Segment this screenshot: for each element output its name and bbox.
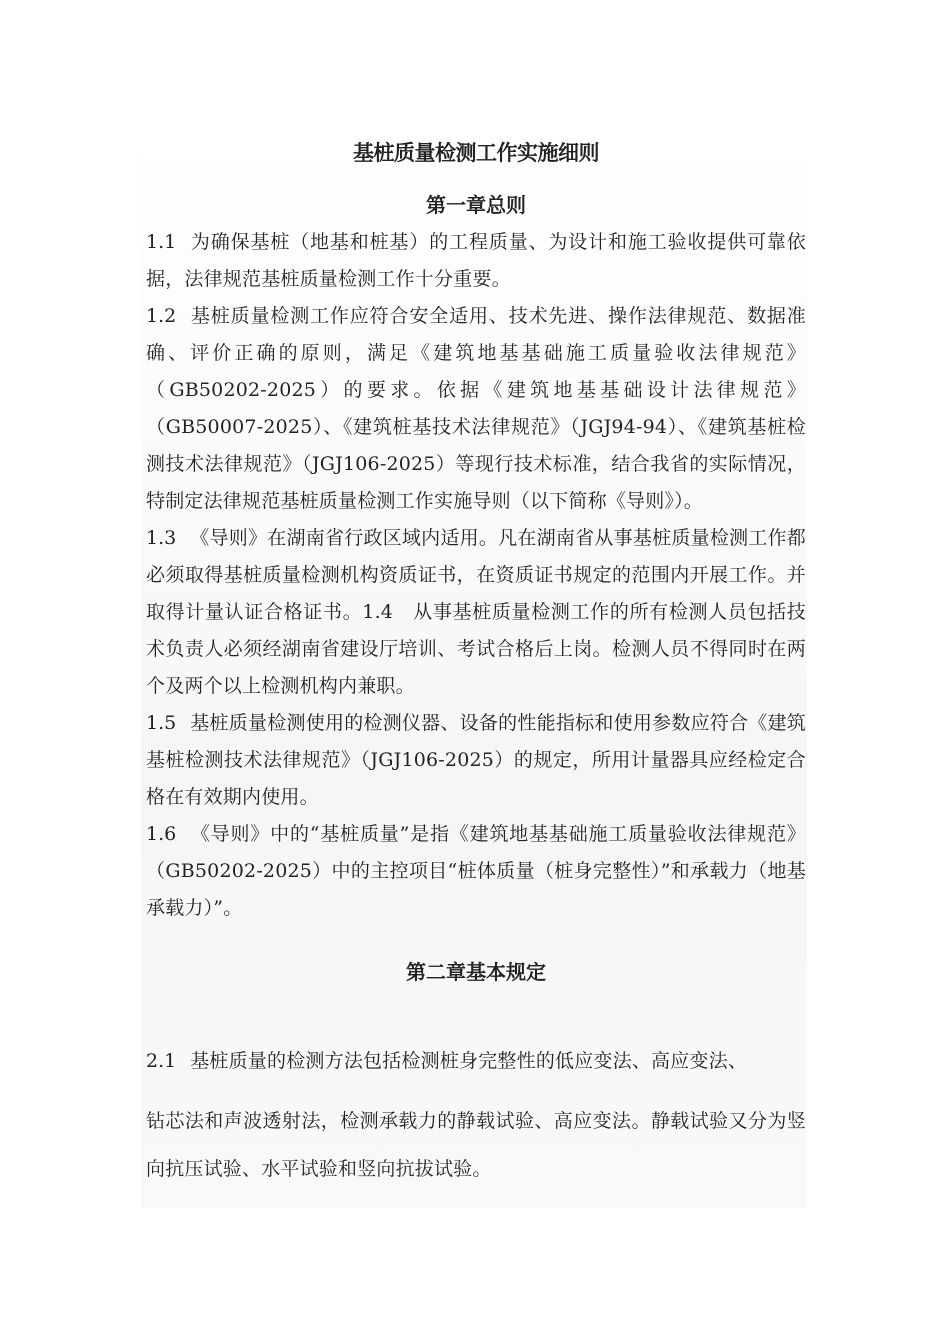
paragraph-text: 基桩质量检测工作应符合安全适用、技术先进、操作法律规范、数据准确、评价正确的原则，满足《建筑地基基础施工质量验收法律规范》（GB50202-2025）的要求。依据《建筑地基基础设计法律规范》（GB50007-2025）、《建筑桩基技术法律规范》（JGJ94-94）、《建筑基桩检测技术法律规范》（JGJ106-2025）等现行技术标准，结合我省的实际情况，特制定法律规范基桩质量检测工作实施导则（以下简称《导则》）。 [146, 305, 806, 512]
paragraph-1-6 [146, 816, 806, 927]
paragraph-2-1-continued: 钻芯法和声波透射法，检测承载力的静载试验、高应变法。静载试验又分为竖向抗压试验、水平试验和竖向抗拔试验。 [146, 1110, 806, 1180]
paragraph-1-5 [146, 705, 806, 816]
paragraph-1-2 [146, 298, 806, 520]
paragraph-2-1 [146, 1023, 806, 1099]
document-page [146, 128, 806, 1193]
paragraph-text: 《导则》在湖南省行政区域内适用。凡在湖南省从事基桩质量检测工作都必须取得基桩质量检测机构资质证书，在资质证书规定的范围内开展工作。并取得计量认证合格证书。1.4 从事基桩质量检测工作的所有检测人员包括技术负责人必须经湖南省建设厅培训、考试合格后上岗。检测人员不得同时在两个及两个以上检测机构内兼职。 [146, 527, 806, 697]
paragraph-number: 2.1 [146, 1050, 177, 1072]
paragraph-text: 基桩质量检测使用的检测仪器、设备的性能指标和使用参数应符合《建筑基桩检测技术法律规范》（JGJ106-2025）的规定，所用计量器具应经检定合格在有效期内使用。 [146, 712, 806, 808]
paragraph-number: 1.1 [146, 231, 177, 253]
chapter-2-heading: 第二章基本规定 [406, 960, 546, 984]
paragraph-number: 1.5 [146, 712, 177, 734]
paragraph-number: 1.3 [146, 527, 177, 549]
paragraph-lead-text: 基桩质量的检测方法包括检测桩身完整性的低应变法、高应变法、 [190, 1050, 748, 1072]
document-title: 基桩质量检测工作实施细则 [353, 141, 599, 165]
paragraph-text: 为确保基桩（地基和桩基）的工程质量、为设计和施工验收提供可靠依据，法律规范基桩质量检测工作十分重要。 [146, 231, 806, 290]
paragraph-number: 1.6 [146, 823, 177, 845]
chapter-1-heading: 第一章总则 [426, 193, 526, 217]
paragraph-text: 《导则》中的“基桩质量”是指《建筑地基基础施工质量验收法律规范》（GB50202-2025）中的主控项目“桩体质量（桩身完整性）”和承载力（地基承载力）”。 [146, 823, 806, 919]
paragraph-number: 1.2 [146, 305, 177, 327]
paragraph-1-3 [146, 520, 806, 705]
paragraph-1-1 [146, 224, 806, 298]
